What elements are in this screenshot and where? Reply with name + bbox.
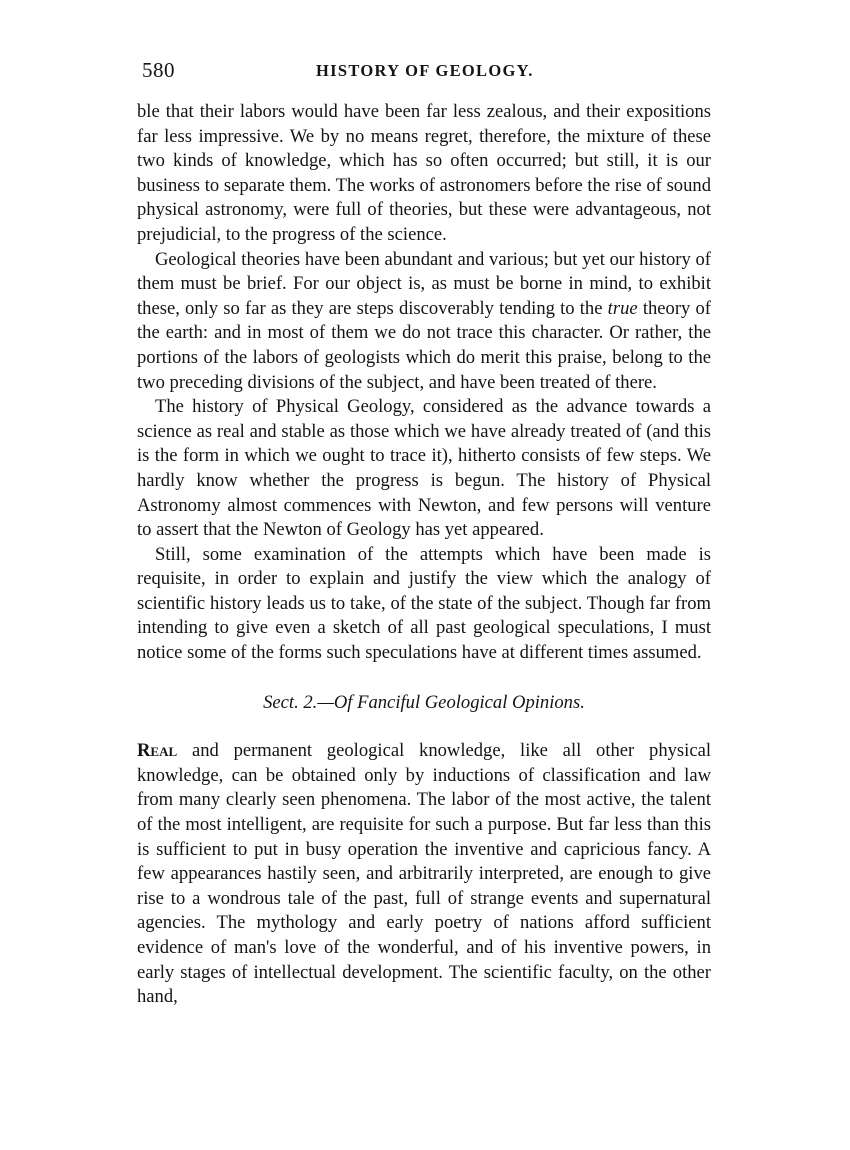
section-heading: Sect. 2.—Of Fanciful Geological Opinions.	[263, 691, 585, 713]
emphasized-word: true	[607, 297, 638, 319]
page-number: 580	[142, 58, 175, 82]
paragraph-text: theory of the earth: and in most of them we do not trace this character. Or rather, the portions of the labors of geologists which do merit this praise, belong to the two preceding divisions of the subject, and have been treated of there.	[137, 297, 711, 393]
lead-word: Real	[137, 740, 178, 762]
paragraph-text: and permanent geological knowledge, like all other physical knowledge, can be obtained only by inductions of classification and law from many clearly seen phenomena. The labor of the most active, the talent of the most intelligent, are requisite for such a purpose. But far less than this is sufficient to put in busy operation the inventive and capricious fancy. A few appearances hastily seen, and arbitrarily interpreted, are enough to give rise to a wondrous tale of the past, full of strange events and supernatural agencies. The mythology and early poetry of nations afford sufficient evidence of man's love of the wonderful, and of his inventive powers, in early stages of intellectual development. The scientific faculty, on the other hand,	[137, 740, 711, 1008]
paragraph-text: Geological theories have been abundant and various; but yet our history of them must be brief. For our object is, as must be borne in mind, to exhibit these, only so far as they are steps discoverably tending to the	[137, 248, 711, 319]
body-text	[137, 100, 711, 1010]
paragraph-continued: ble that their labors would have been far less zealous, and their expositions far less impressive. We by no means regret, therefore, the mixture of these two kinds of knowledge, which has so often occurred; but still, it is our business to separate them. The works of astronomers before the rise of sound physical astronomy, were full of theories, but these were advantageous, not prejudicial, to the progress of the science.	[137, 101, 711, 245]
running-head: HISTORY OF GEOLOGY.	[316, 61, 534, 80]
paragraph-section-opening	[137, 739, 711, 1010]
page-header	[138, 58, 710, 88]
paragraph-geological-theories	[137, 248, 711, 396]
paragraph-physical-geology: The history of Physical Geology, considered as the advance towards a science as real and stable as those which we have already treated of (and this is the form in which we ought to trace it), hitherto consists of few steps. We hardly know whether the progress is begun. The history of Physical Astronomy almost commences with Newton, and few persons will venture to assert that the Newton of Geology has yet appeared.	[137, 396, 711, 541]
paragraph-examination: Still, some examination of the attempts which have been made is requisite, in order to explain and justify the view which the analogy of scientific history leads us to take, of the state of the subject. Though far from intending to give even a sketch of all past geological speculations, I must notice some of the forms such speculations have at different times assumed.	[137, 543, 711, 664]
